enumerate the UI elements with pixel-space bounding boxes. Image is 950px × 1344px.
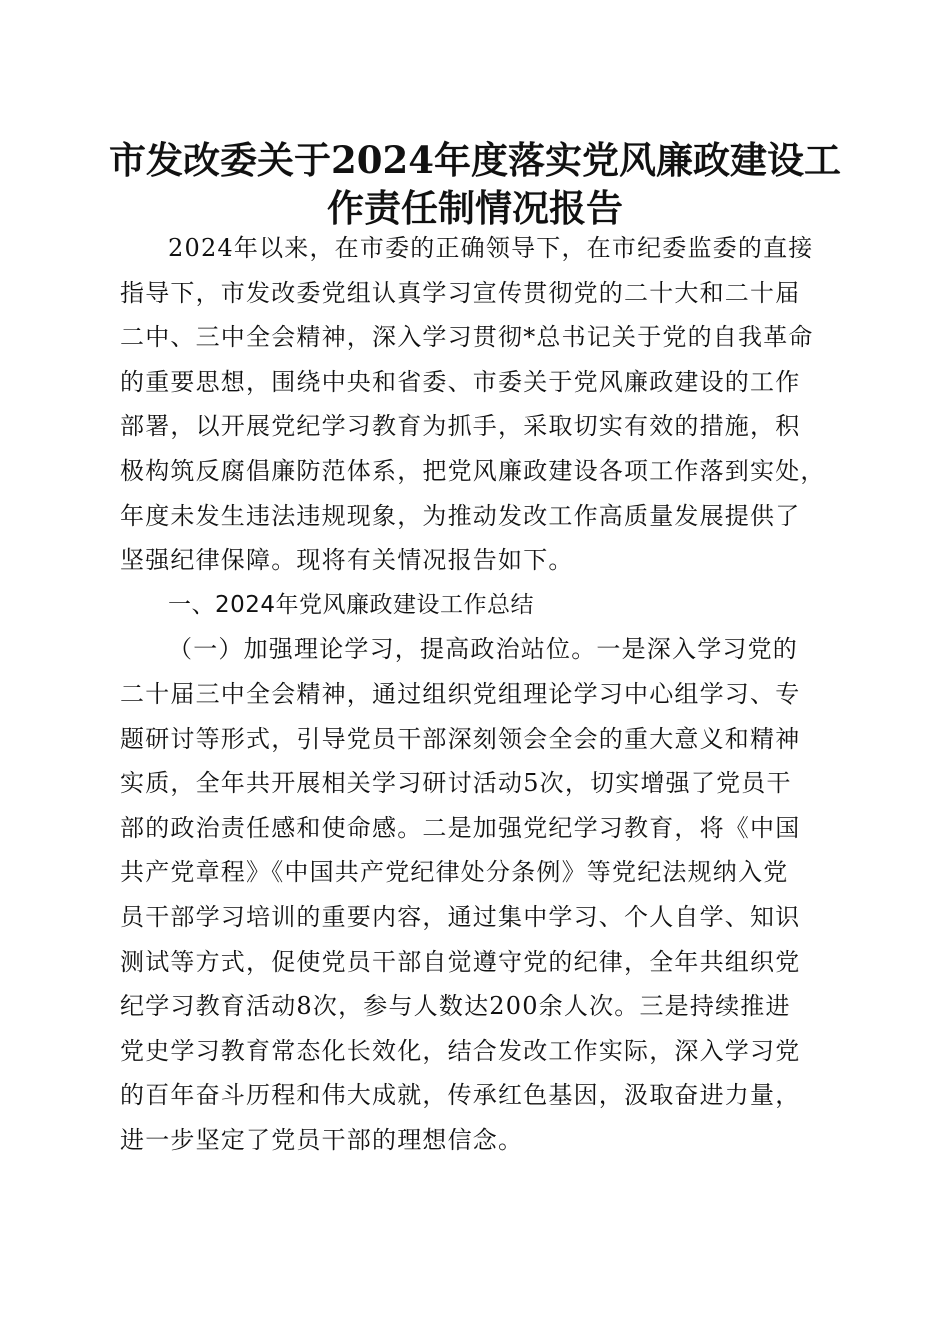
paragraph-line: 二十届三中全会精神，通过组织党组理论学习中心组学习、专	[120, 679, 801, 708]
paragraph-line: 进一步坚定了党员干部的理想信念。	[120, 1125, 524, 1154]
paragraph-line: 纪学习教育活动8次，参与人数达200余人次。三是持续推进	[120, 992, 791, 1021]
paragraph-line: 年度未发生违法违规现象，为推动发改工作高质量发展提供了	[120, 501, 801, 530]
title-line-2: 作责任制情况报告	[327, 186, 623, 230]
paragraph-line: 员干部学习培训的重要内容，通过集中学习、个人自学、知识	[120, 902, 801, 931]
paragraph-line: 的重要思想，围绕中央和省委、市委关于党风廉政建设的工作	[120, 367, 801, 396]
paragraph-line: 实质，全年共开展相关学习研讨活动5次，切实增强了党员干	[120, 769, 792, 798]
intro-paragraph	[120, 226, 830, 583]
paragraph-line: 坚强纪律保障。现将有关情况报告如下。	[120, 546, 574, 575]
paragraph-line: 2024年以来，在市委的正确领导下，在市纪委监委的直接	[168, 234, 814, 262]
paragraph-line: 部的政治责任感和使命感。二是加强党纪学习教育，将《中国	[120, 813, 801, 842]
document-title	[100, 136, 850, 232]
paragraph-line: 极构筑反腐倡廉防范体系，把党风廉政建设各项工作落到实处，	[120, 456, 826, 485]
paragraph-line: 共产党章程》《中国共产党纪律处分条例》等党纪法规纳入党	[120, 858, 789, 887]
paragraph-line: 党史学习教育常态化长效化，结合发改工作实际，深入学习党	[120, 1036, 801, 1065]
document-body	[120, 226, 830, 1162]
title-line-1: 市发改委关于2024年度落实党风廉政建设工	[109, 138, 841, 182]
paragraph-line: 测试等方式，促使党员干部自觉遵守党的纪律，全年共组织党	[120, 947, 801, 976]
paragraph-line: （一）加强理论学习，提高政治站位。一是深入学习党的	[168, 635, 798, 664]
paragraph-line: 指导下，市发改委党组认真学习宣传贯彻党的二十大和二十届	[120, 278, 801, 307]
paragraph-line: 二中、三中全会精神，深入学习贯彻*总书记关于党的自我革命	[120, 323, 814, 352]
paragraph-line: 部署，以开展党纪学习教育为抓手，采取切实有效的措施，积	[120, 412, 801, 441]
section-heading: 一、2024年党风廉政建设工作总结	[168, 591, 535, 618]
paragraph-line: 的百年奋斗历程和伟大成就，传承红色基因，汲取奋进力量，	[120, 1081, 801, 1110]
paragraph-line: 题研讨等形式，引导党员干部深刻领会全会的重大意义和精神	[120, 724, 801, 753]
section-one-paragraph	[120, 627, 830, 1162]
